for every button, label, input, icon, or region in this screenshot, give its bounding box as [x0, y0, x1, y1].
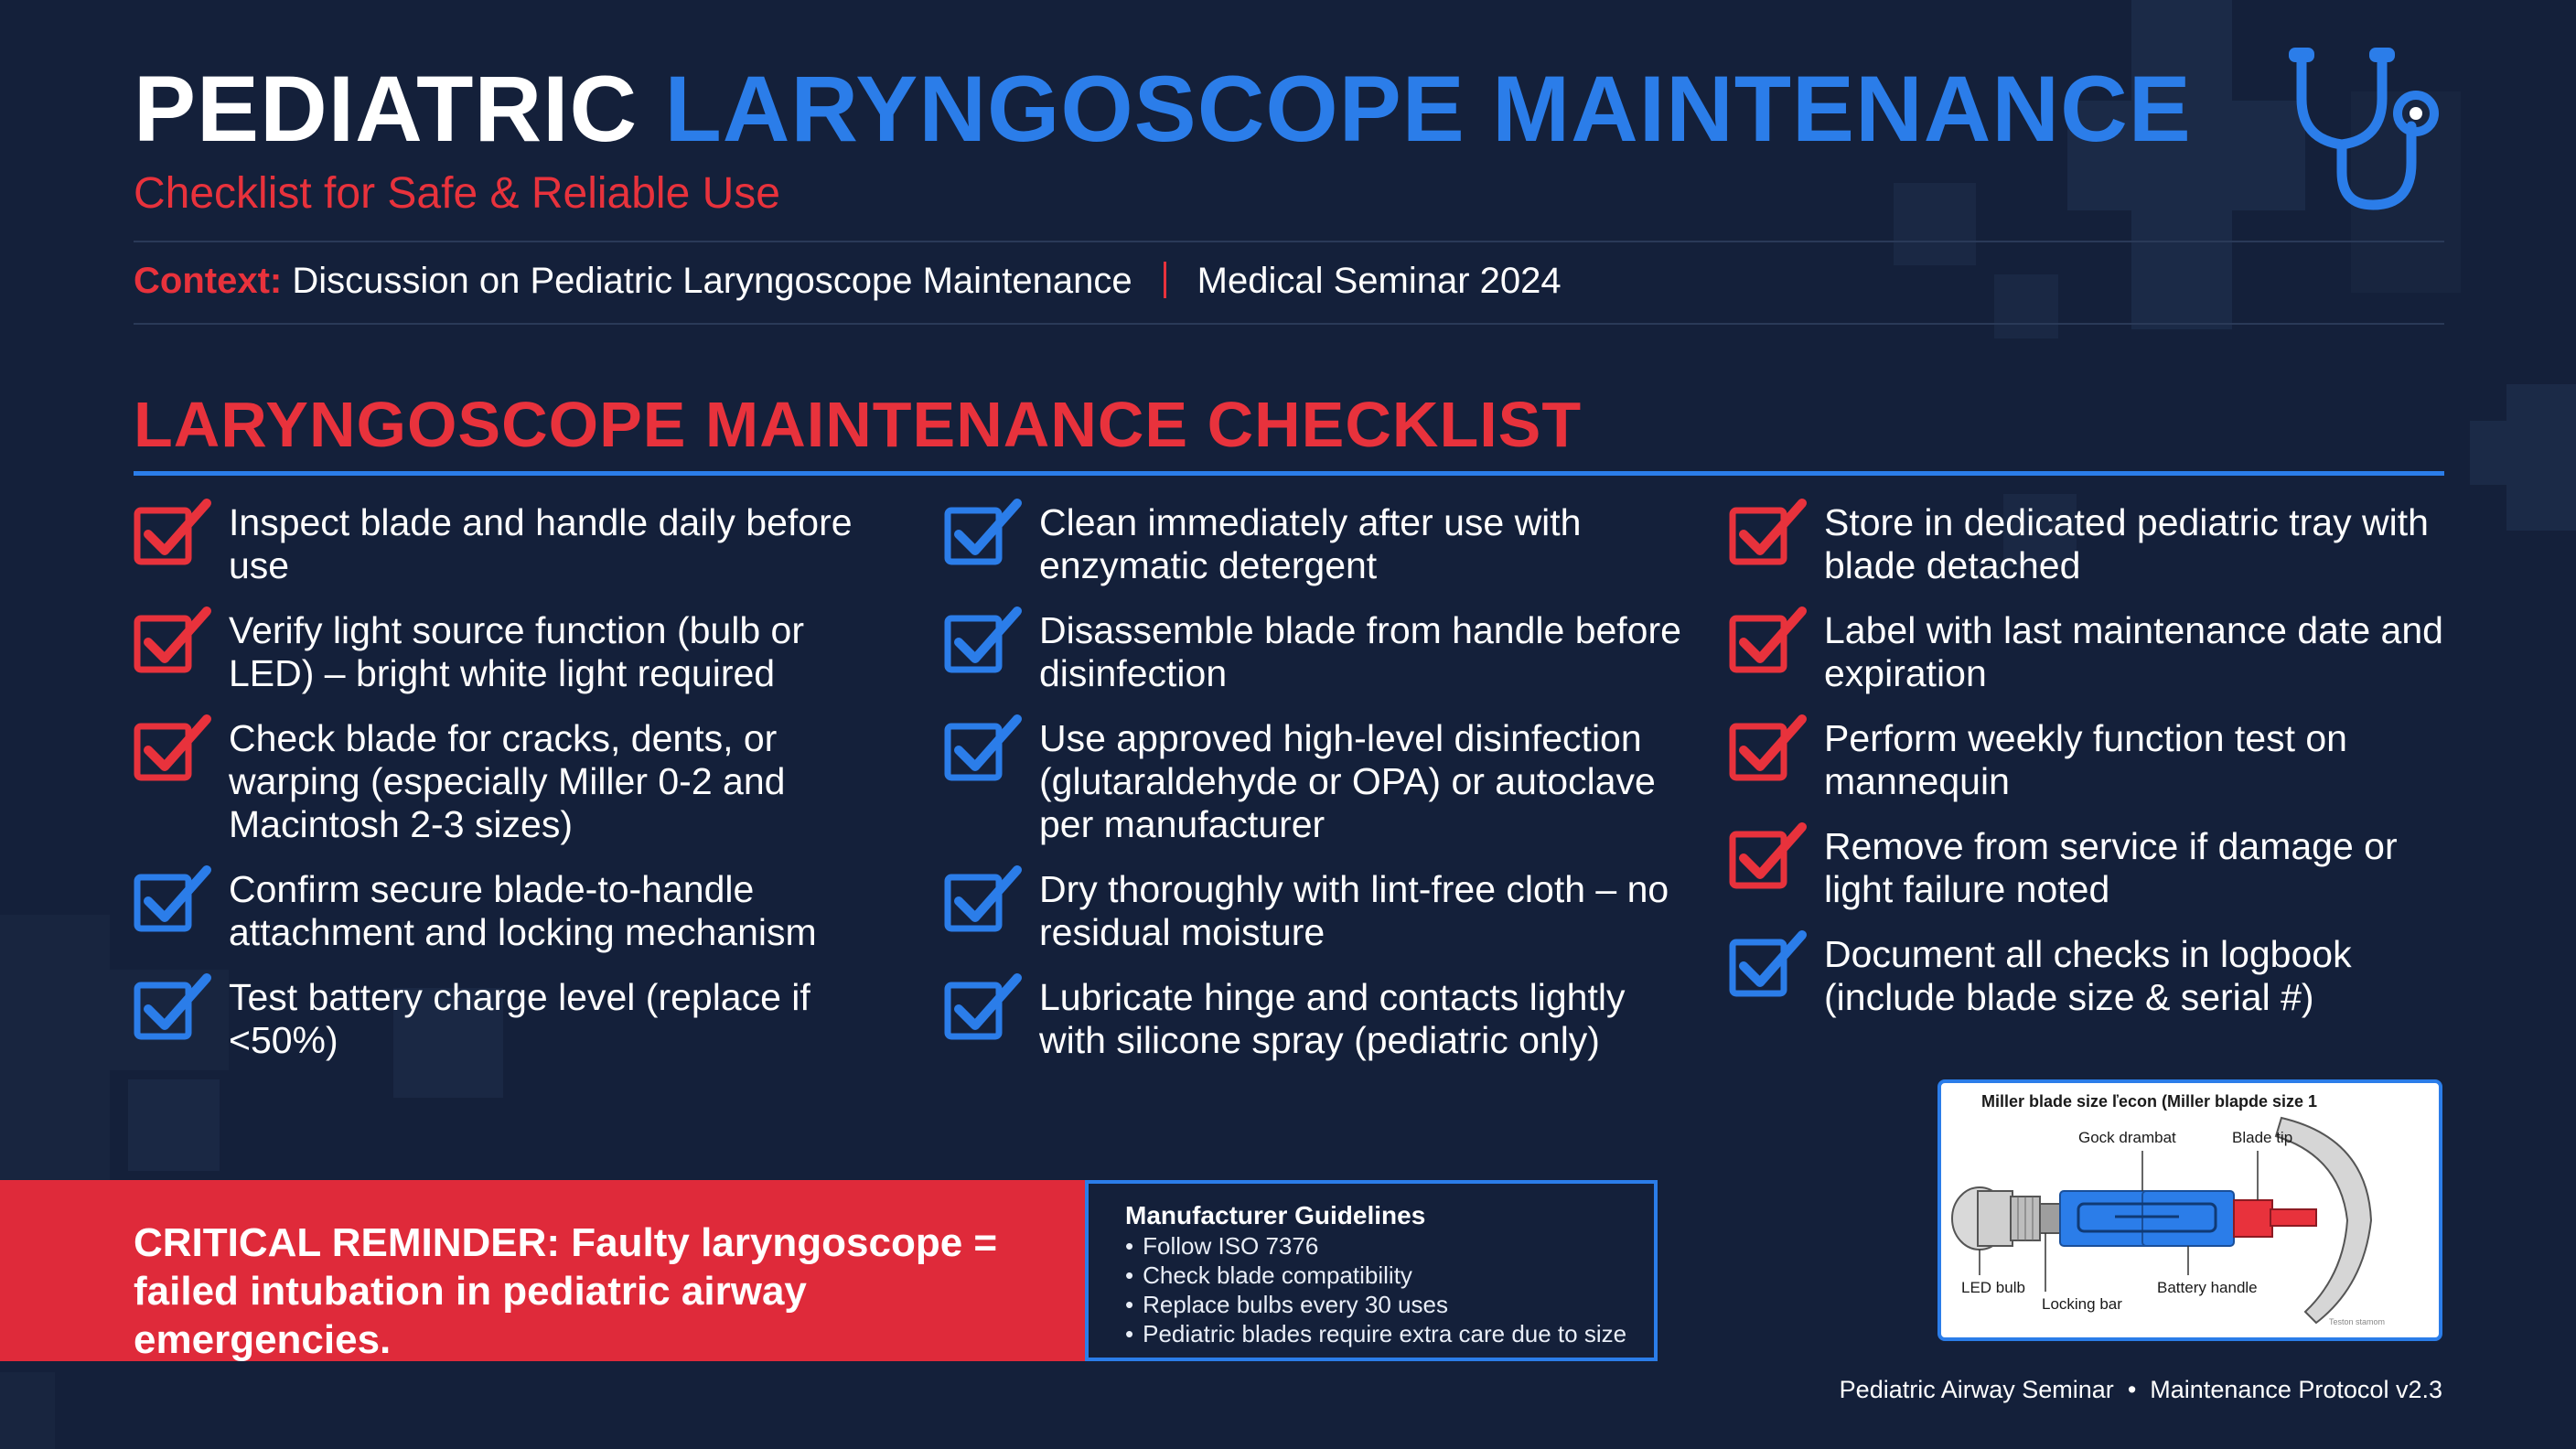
checklist-item — [134, 501, 884, 587]
checkbox-check-icon — [1729, 714, 1811, 785]
checklist-item-text: Confirm secure blade-to-handle attachment and locking mechanism — [229, 868, 817, 953]
footer — [1840, 1376, 2442, 1404]
title-white-part: PEDIATRIC — [134, 57, 639, 161]
checklist-item — [944, 609, 1694, 695]
checkbox-check-icon — [1729, 606, 1811, 677]
footer-protocol: Maintenance Protocol v2.3 — [2150, 1376, 2442, 1403]
context-label: Context: — [134, 261, 283, 301]
critical-reminder-banner — [0, 1180, 1085, 1361]
laryngoscope-diagram — [1937, 1079, 2442, 1341]
checklist-item — [1729, 717, 2461, 803]
checklist-item — [1729, 609, 2461, 695]
checklist-item — [134, 609, 884, 695]
checklist-item — [134, 868, 884, 954]
checkbox-check-icon — [134, 714, 216, 785]
checklist-item — [944, 976, 1694, 1062]
stethoscope-icon — [2281, 44, 2455, 222]
checklist-item-text: Lubricate hinge and contacts lightly with silicone spray (pediatric only) — [1039, 976, 1626, 1061]
checklist-item-text: Dry thoroughly with lint-free cloth – no residual moisture — [1039, 868, 1669, 953]
diagram-label-locking-bar: Locking bar — [2042, 1295, 2122, 1313]
checklist-item-text: Document all checks in logbook (include blade size & serial #) — [1824, 933, 2352, 1018]
checklist-item — [134, 717, 884, 846]
checklist-item — [1729, 501, 2461, 587]
checklist-item-text: Remove from service if damage or light failure noted — [1824, 825, 2398, 910]
checklist-item-text: Clean immediately after use with enzymatic detergent — [1039, 501, 1582, 586]
context-text: Discussion on Pediatric Laryngoscope Maintenance — [292, 261, 1132, 301]
checklist-item-text: Inspect blade and handle daily before use — [229, 501, 853, 586]
divider-context — [134, 323, 2444, 325]
checklist-item — [134, 976, 884, 1062]
checklist-item-text: Disassemble blade from handle before disinfection — [1039, 609, 1681, 694]
checklist-column-3 — [1729, 501, 2461, 1041]
context-separator — [1164, 262, 1166, 298]
checklist-item — [1729, 933, 2461, 1019]
checkbox-check-icon — [1729, 821, 1811, 893]
footer-seminar: Pediatric Airway Seminar — [1839, 1376, 2114, 1403]
checklist-column-2 — [944, 501, 1694, 1084]
diagram-title: Miller blade size ľecon (Miller blapde size 1 — [1981, 1092, 2318, 1111]
divider-top — [134, 241, 2444, 242]
checklist-item — [944, 717, 1694, 846]
checklist-item-text: Check blade for cracks, dents, or warping (especially Miller 0-2 and Macintosh 2-3 sizes) — [229, 717, 786, 845]
checkbox-check-icon — [134, 972, 216, 1044]
diagram-stamp: Teston stamom — [2329, 1317, 2386, 1326]
page-subtitle: Checklist for Safe & Reliable Use — [134, 169, 780, 218]
guideline-item: • Check blade compatibility — [1125, 1261, 1654, 1290]
checklist-item-text: Use approved high-level disinfection (glutaraldehyde or OPA) or autoclave per manufacturer — [1039, 717, 1656, 845]
checklist-item-text: Verify light source function (bulb or LED) – bright white light required — [229, 609, 804, 694]
checkbox-check-icon — [944, 606, 1026, 677]
title-blue-part: LARYNGOSCOPE MAINTENANCE — [664, 57, 2192, 161]
checkbox-check-icon — [944, 714, 1026, 785]
guideline-item: • Replace bulbs every 30 uses — [1125, 1290, 1654, 1319]
manufacturer-guidelines-box — [1085, 1180, 1658, 1361]
diagram-label-battery-handle: Battery handle — [2157, 1279, 2258, 1296]
critical-reminder-text: CRITICAL REMINDER: Faulty laryngoscope = failed intubation in pediatric airway emergencies. — [134, 1220, 998, 1362]
guideline-item: • Follow ISO 7376 — [1125, 1231, 1654, 1261]
checklist-item-text: Label with last maintenance date and expiration — [1824, 609, 2443, 694]
checkbox-check-icon — [944, 864, 1026, 936]
footer-bullet: • — [2120, 1376, 2143, 1403]
context-line — [134, 261, 1562, 302]
diagram-label-blade-tip: Blade tip — [2232, 1129, 2293, 1146]
checklist-item — [944, 868, 1694, 954]
laryngoscope-illustration — [1941, 1083, 2439, 1337]
checklist-item-text: Perform weekly function test on mannequin — [1824, 717, 2347, 802]
checklist-title: LARYNGOSCOPE MAINTENANCE CHECKLIST — [134, 389, 1583, 460]
event-name: Medical Seminar 2024 — [1197, 261, 1562, 301]
checkbox-check-icon — [1729, 929, 1811, 1001]
checklist-item — [944, 501, 1694, 587]
diagram-label-top-left: Gock drambat — [2078, 1129, 2176, 1146]
checklist-item-text: Store in dedicated pediatric tray with blade detached — [1824, 501, 2429, 586]
guidelines-title: Manufacturer Guidelines — [1125, 1201, 1426, 1229]
guidelines-list — [1125, 1231, 1654, 1348]
checklist-item-text: Test battery charge level (replace if <50%) — [229, 976, 810, 1061]
checklist-column-1 — [134, 501, 884, 1084]
checkbox-check-icon — [1729, 498, 1811, 569]
checkbox-check-icon — [944, 972, 1026, 1044]
checkbox-check-icon — [134, 864, 216, 936]
guideline-item: • Pediatric blades require extra care due to size — [1125, 1319, 1654, 1348]
checkbox-check-icon — [134, 498, 216, 569]
checklist-title-rule — [134, 471, 2444, 476]
checkbox-check-icon — [134, 606, 216, 677]
page-title — [134, 57, 2192, 161]
diagram-label-led-bulb: LED bulb — [1961, 1279, 2025, 1296]
checklist-item — [1729, 825, 2461, 911]
checkbox-check-icon — [944, 498, 1026, 569]
